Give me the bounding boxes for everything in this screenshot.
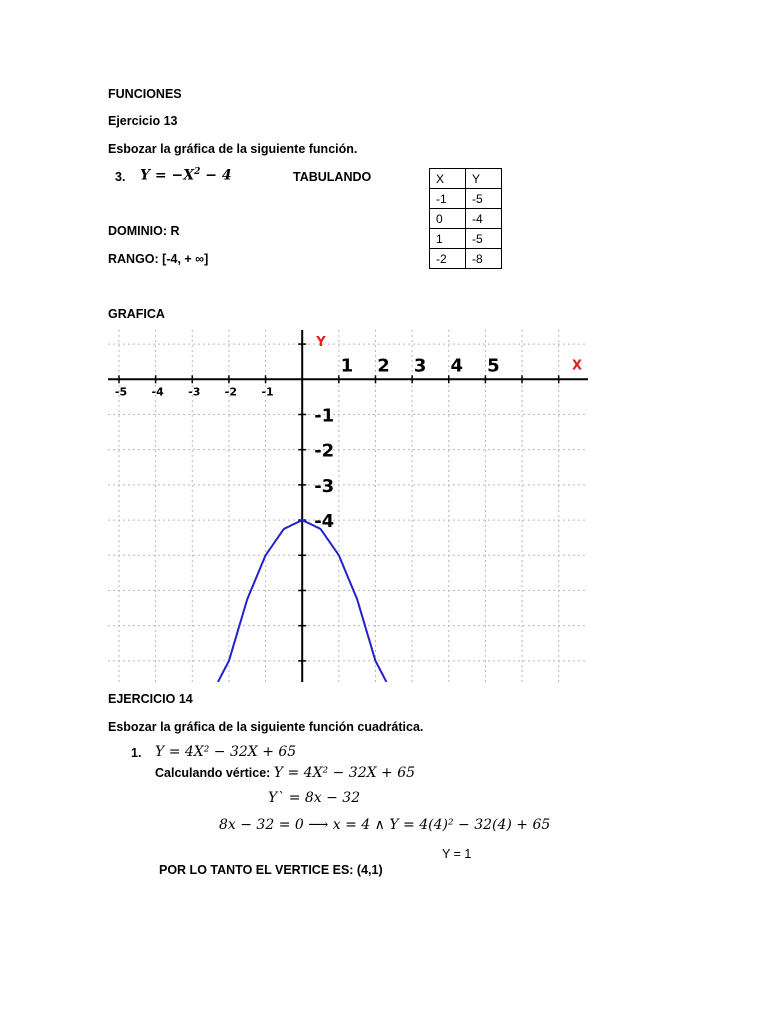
rango-text: RANGO: [-4, + ∞]	[108, 252, 209, 266]
table-header-x: X	[430, 169, 466, 189]
table-cell: 0	[430, 209, 466, 229]
y-tick-label: -1	[314, 405, 335, 427]
axes	[108, 330, 588, 682]
table-cell: -2	[430, 249, 466, 269]
y-tick-label: -3	[314, 475, 335, 497]
x-tick-label: -1	[261, 385, 274, 399]
y-axis-name: Y	[316, 335, 326, 350]
table-cell: -5	[466, 229, 502, 249]
exercise-13-item-number: 3.	[115, 170, 126, 184]
tick-labels	[115, 335, 582, 532]
table-cell: -1	[430, 189, 466, 209]
x-tick-label: -5	[114, 385, 128, 399]
tabulando-label: TABULANDO	[293, 170, 372, 184]
exercise-14-item-number: 1.	[131, 746, 142, 760]
table-header-row	[430, 169, 502, 189]
table-cell: 1	[430, 229, 466, 249]
y-tick-label: -4	[314, 511, 335, 533]
table-cell: -8	[466, 249, 502, 269]
dominio-text: DOMINIO: R	[108, 224, 180, 238]
exercise-14-heading: EJERCICIO 14	[108, 692, 193, 706]
x-tick-label: 3	[413, 355, 427, 377]
vertex-calc-line	[155, 765, 415, 781]
table-cell: -4	[466, 209, 502, 229]
derivative-line: Y` = 8x − 32	[268, 790, 361, 806]
x-tick-label: 1	[340, 355, 354, 377]
table-row	[430, 209, 502, 229]
parabola-graph	[108, 330, 588, 682]
solve-line: 8x − 32 = 0 ⟶ x = 4 ∧ Y = 4(4)² − 32(4) + 65	[219, 817, 551, 833]
x-axis-name: X	[571, 358, 582, 374]
calc-label: Calculando vértice:	[155, 766, 274, 780]
exercise-14-instruction: Esbozar la gráfica de la siguiente función cuadrática.	[108, 720, 424, 734]
x-tick-label: -4	[151, 385, 164, 399]
x-tick-label: 4	[450, 355, 464, 377]
table-cell: -5	[466, 189, 502, 209]
y-tick-label: -2	[314, 440, 335, 462]
grafica-label: GRAFICA	[108, 307, 165, 321]
x-tick-label: 5	[487, 355, 500, 377]
x-tick-label: 2	[377, 355, 390, 377]
table-row	[430, 229, 502, 249]
x-tick-label: -2	[224, 385, 238, 399]
exercise-14-function: Y = 4X² − 32X + 65	[155, 744, 297, 760]
values-table	[429, 168, 502, 269]
table-row	[430, 189, 502, 209]
exercise-13-instruction: Esbozar la gráfica de la siguiente función.	[108, 142, 358, 156]
page-title: FUNCIONES	[108, 87, 182, 101]
vertex-conclusion: POR LO TANTO EL VERTICE ES: (4,1)	[159, 863, 383, 877]
calc-function: Y = 4X² − 32X + 65	[273, 765, 416, 781]
exercise-13-heading: Ejercicio 13	[108, 114, 178, 128]
table-row	[430, 249, 502, 269]
y-result: Y = 1	[442, 847, 472, 861]
exercise-13-function: $Y = -X^2 - 4$	[140, 167, 232, 184]
grid	[108, 330, 588, 682]
x-tick-label: -3	[188, 385, 201, 399]
table-header-y: Y	[466, 169, 502, 189]
